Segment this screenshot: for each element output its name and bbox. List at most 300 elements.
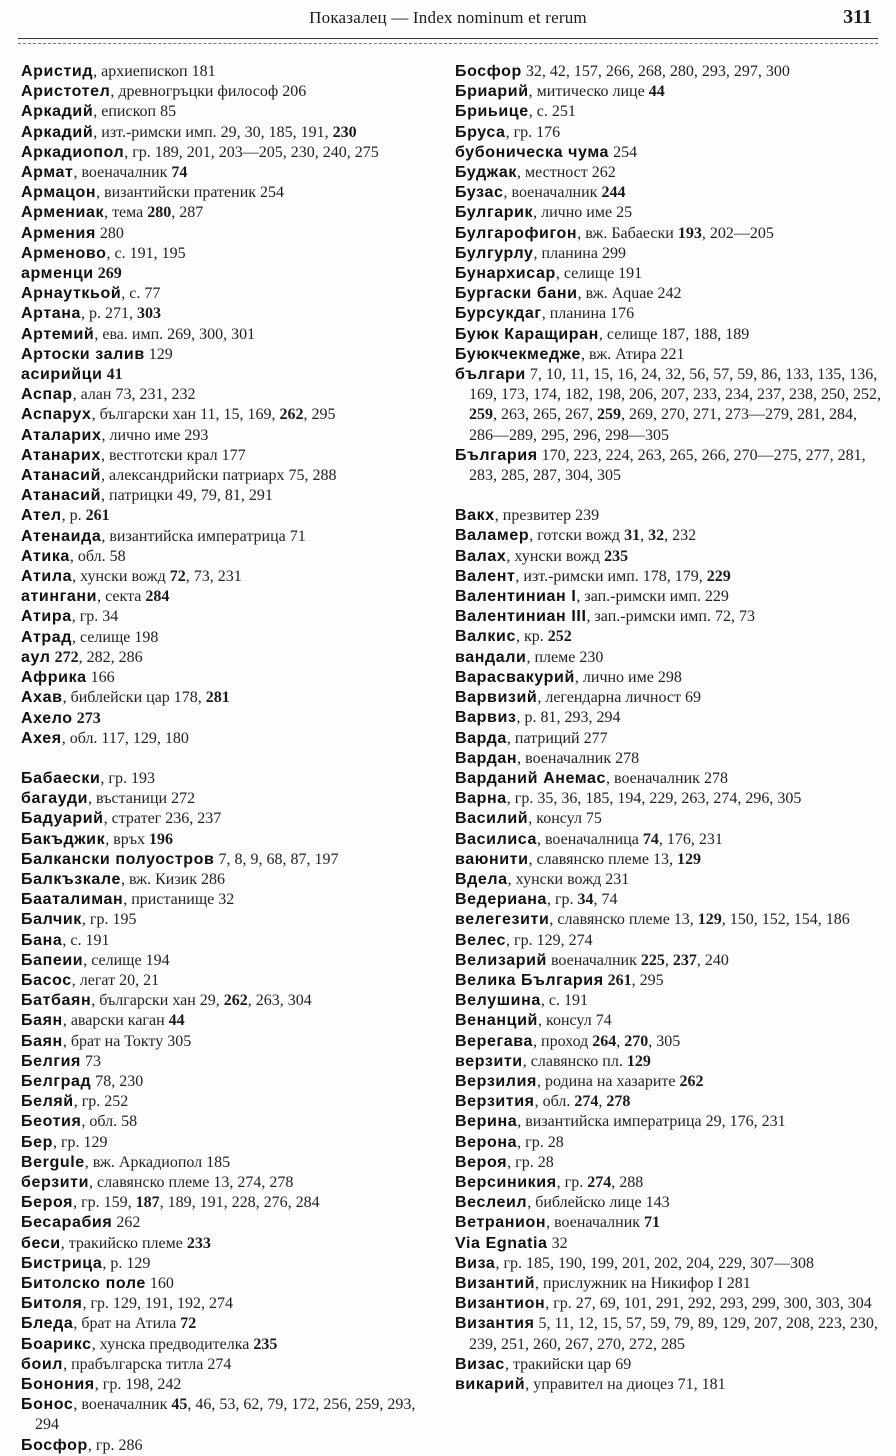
entry-headword: Бана <box>21 931 63 949</box>
index-entry <box>21 1193 441 1213</box>
entry-headword: Via Egnatia <box>455 1234 548 1252</box>
entry-headword: Верзития <box>455 1093 535 1111</box>
entry-details: , кр. <box>515 628 548 646</box>
entry-headword: арменци <box>21 265 94 283</box>
entry-details: , проход <box>533 1032 593 1050</box>
entry-main-page: 262 <box>679 1072 704 1090</box>
entry-details: , гр. 28 <box>517 1133 564 1151</box>
index-entry <box>21 1294 441 1314</box>
entry-headword: Битолско поле <box>21 1274 146 1292</box>
entry-main-page: 129 <box>676 850 701 868</box>
index-entry <box>21 628 441 648</box>
entry-details: , славянско племе 13, 274, 278 <box>89 1173 294 1191</box>
entry-main-page: 278 <box>606 1093 631 1111</box>
entry-details: , славянско племе 13, <box>528 850 677 868</box>
entry-details: , изт.-римски имп. 178, 179, <box>515 567 707 585</box>
entry-main-page: 74 <box>171 164 188 182</box>
entry-headword: Атила <box>21 568 73 586</box>
entry-details: 7, 8, 9, 68, 87, 197 <box>214 850 339 868</box>
index-entry <box>455 567 881 587</box>
entry-details: , гр. 176 <box>505 123 561 141</box>
index-entry <box>455 365 881 446</box>
index-entry <box>21 244 441 264</box>
index-entry <box>455 1294 881 1314</box>
entry-headword: Балчик <box>21 911 82 929</box>
entry-details: , гр. 159, <box>73 1194 136 1212</box>
entry-details: , селище 198 <box>72 628 159 646</box>
index-entry <box>455 1193 881 1213</box>
entry-details: , планина 176 <box>541 305 635 323</box>
entry-details: , вж. Бабаески <box>577 224 678 242</box>
entry-details: , 287 <box>171 204 204 222</box>
index-entry <box>455 648 881 668</box>
entry-details: , р. 129 <box>102 1254 151 1272</box>
index-entry <box>455 1375 881 1395</box>
entry-headword: Византион <box>455 1295 546 1313</box>
entry-main-page: 261 <box>85 507 110 525</box>
entry-details: , военачалница <box>536 830 643 848</box>
entry-headword: Бледа <box>21 1315 74 1333</box>
index-entry <box>455 244 881 264</box>
entry-details: , зап.-римски имп. 229 <box>576 588 729 606</box>
index-entry <box>455 82 881 102</box>
index-entry <box>455 203 881 223</box>
entry-details: , р. <box>61 507 86 525</box>
entry-headword: Атира <box>21 608 72 626</box>
entry-headword: Белгия <box>21 1052 81 1070</box>
entry-headword: Артемий <box>21 325 95 343</box>
entry-headword: беси <box>21 1234 61 1252</box>
entry-details: , военачалник 278 <box>606 769 728 787</box>
entry-headword: Буюк Каращиран <box>455 325 599 343</box>
entry-details: , легендарна личност 69 <box>537 689 701 707</box>
index-entry <box>455 809 881 829</box>
index-entry <box>455 708 881 728</box>
entry-details: , гр. 286 <box>87 1436 143 1454</box>
entry-details: , гр. 193 <box>100 769 155 787</box>
index-entry <box>455 971 881 991</box>
index-entry <box>21 203 441 223</box>
index-entry <box>455 890 881 910</box>
entry-main-page: 280 <box>147 204 172 222</box>
entry-main-page: 72 <box>180 1315 197 1333</box>
entry-details: , гр. 28 <box>507 1153 554 1171</box>
entry-details: , 295 <box>303 406 336 424</box>
index-entry <box>21 264 441 284</box>
entry-details: 78, 230 <box>91 1072 144 1090</box>
index-entry <box>455 1112 881 1132</box>
entry-headword: Варна <box>455 790 507 808</box>
entry-headword: Булгарофигон <box>455 224 578 242</box>
entry-details: , вж. Аркадиопол 185 <box>84 1153 231 1171</box>
entry-headword: Бааталиман <box>21 891 124 909</box>
entry-headword: Бурсукдаг <box>455 305 542 323</box>
entry-details: , тема <box>104 204 148 222</box>
index-entry <box>21 547 441 567</box>
index-entry <box>21 143 441 163</box>
entry-details: , 189, 191, 228, 276, 284 <box>159 1194 320 1212</box>
entry-main-page: 187 <box>135 1194 160 1212</box>
index-entry <box>21 1213 441 1233</box>
index-entry <box>455 102 881 122</box>
entry-headword: Бонония <box>21 1376 95 1393</box>
entry-details: , 263, 265, 267, <box>493 406 597 424</box>
entry-details: , презвитер 239 <box>494 507 600 525</box>
index-entry <box>21 830 441 850</box>
entry-headword: Вардан <box>455 749 518 767</box>
entry-details: , митическо лице <box>528 83 649 101</box>
index-entry <box>21 1436 441 1456</box>
entry-details: , хунска предводителка <box>91 1335 254 1353</box>
entry-details: 32, 42, 157, 266, 268, 280, 293, 297, 300 <box>521 63 790 80</box>
entry-main-page: 193 <box>677 224 702 242</box>
entry-details: , лично име 25 <box>533 204 633 222</box>
entry-details: , 263, 304 <box>247 992 312 1010</box>
index-entry <box>455 62 881 82</box>
index-entry <box>455 1254 881 1274</box>
entry-headword: Василий <box>455 810 529 828</box>
entry-headword: Вероя <box>455 1153 508 1171</box>
index-entry <box>21 991 441 1011</box>
index-entry <box>455 345 881 365</box>
index-entry <box>455 1274 881 1294</box>
index-entry <box>455 850 881 870</box>
index-entry <box>21 688 441 708</box>
entry-details: 254 <box>609 143 638 161</box>
entry-details: , гр. 189, 201, 203—205, 230, 240, 275 <box>124 143 379 161</box>
entry-headword: Бадуарий <box>21 810 104 828</box>
entry-headword: Валамер <box>455 527 530 545</box>
entry-headword: Варданий Анемас <box>455 769 606 787</box>
index-entry <box>455 1011 881 1031</box>
entry-main-page: 196 <box>149 830 174 848</box>
entry-headword: Армениак <box>21 204 105 222</box>
entry-main-page: 261 <box>607 971 632 989</box>
index-entry <box>455 1092 881 1112</box>
index-entry <box>455 526 881 546</box>
entry-main-page: 34 <box>577 891 594 909</box>
entry-details: , хунски вожд <box>72 568 170 586</box>
entry-details: , военачалник <box>73 1396 172 1414</box>
entry-details: , с. 77 <box>121 285 161 303</box>
entry-main-page: 235 <box>604 547 629 565</box>
index-entry <box>455 870 881 890</box>
entry-details: , хунски вожд <box>506 547 605 565</box>
entry-headword: Атанасий <box>21 467 102 485</box>
entry-main-page: 264 <box>592 1032 617 1050</box>
entry-details: , вестготски крал 177 <box>100 446 246 464</box>
entry-details: , гр. 129, 191, 192, 274 <box>82 1295 233 1313</box>
entry-headword: Аспарух <box>21 406 92 424</box>
entry-headword: Аристотел <box>21 83 111 101</box>
entry-headword: Аркадиопол <box>21 143 125 161</box>
entry-details: 7, 10, 11, 15, 16, 24, 32, 56, 57, 59, 86, 133, 135, 136, 169, 173, 174, 182, 198, 206, 207, 233, 234, 237, 238, 250, 252, <box>469 366 881 404</box>
entry-details: , с. 191 <box>62 931 110 949</box>
index-entry <box>21 62 441 82</box>
entry-main-page: 235 <box>253 1335 278 1353</box>
index-entry <box>455 931 881 951</box>
entry-headword: Ахея <box>21 729 62 747</box>
index-entry <box>21 163 441 183</box>
entry-headword: Бер <box>21 1133 53 1151</box>
entry-details: , славянско пл. <box>522 1052 627 1070</box>
entry-details: , 295 <box>631 971 664 989</box>
entry-headword: Византия <box>455 1315 535 1333</box>
entry-main-page: 44 <box>648 83 665 101</box>
entry-main-page: 71 <box>644 1214 661 1232</box>
entry-headword: Африка <box>21 669 87 687</box>
index-entry <box>21 709 441 729</box>
entry-main-page: 237 <box>672 951 697 969</box>
entry-headword: Атенаида <box>21 527 102 545</box>
entry-headword: Беотия <box>21 1113 82 1131</box>
index-entry <box>21 769 441 789</box>
index-entry <box>455 1314 881 1354</box>
entry-headword: Бесарабия <box>21 1214 113 1232</box>
entry-headword: Ател <box>21 507 62 525</box>
entry-details: 32 <box>547 1234 568 1252</box>
index-entry <box>21 466 441 486</box>
entry-headword: Ветранион <box>455 1214 547 1232</box>
entry-headword: Армацон <box>21 184 97 202</box>
entry-headword: атингани <box>21 588 98 606</box>
entry-headword: Велес <box>455 931 506 949</box>
entry-headword: Арнауткьой <box>21 285 122 303</box>
index-entry <box>21 304 441 324</box>
entry-details: , 288 <box>611 1173 644 1191</box>
entry-main-page: 273 <box>76 709 101 727</box>
header-rule <box>18 38 878 39</box>
index-entry <box>21 648 441 668</box>
entry-main-page: 225 <box>640 951 665 969</box>
entry-details: , александрийски патриарх 75, 288 <box>101 467 337 485</box>
entry-headword: българи <box>455 366 526 384</box>
entry-details: 160 <box>145 1274 174 1292</box>
entry-headword: Валентиниан I <box>455 588 577 606</box>
entry-details: , родина на хазарите <box>536 1072 680 1090</box>
entry-headword: Атрад <box>21 628 73 646</box>
entry-details: 73 <box>81 1052 101 1070</box>
entry-headword: Bergule <box>21 1153 85 1171</box>
entry-details: , български хан 29, <box>91 992 224 1010</box>
entry-main-page: 272 <box>54 648 79 666</box>
index-entry <box>455 264 881 284</box>
entry-details: , 73, 231 <box>185 568 242 586</box>
entry-main-page: 270 <box>624 1032 649 1050</box>
index-entry <box>21 1112 441 1132</box>
entry-details: , р. 271, <box>81 305 138 323</box>
index-entry <box>455 163 881 183</box>
index-entry <box>455 910 881 930</box>
entry-headword: Визас <box>455 1355 505 1373</box>
entry-headword: вандали <box>455 648 527 666</box>
entry-headword: Велушина <box>455 992 541 1010</box>
entry-main-page: 44 <box>168 1012 185 1030</box>
index-entry <box>21 1032 441 1052</box>
index-entry <box>21 486 441 506</box>
entry-details: , стратег 236, 237 <box>103 810 222 828</box>
entry-headword: Арменово <box>21 244 107 262</box>
entry-headword: Бонос <box>21 1396 74 1414</box>
index-entry <box>21 1274 441 1294</box>
index-entry <box>21 426 441 446</box>
index-entry <box>455 304 881 324</box>
entry-headword: Булгурлу <box>455 244 534 262</box>
entry-headword: Битоля <box>21 1295 83 1313</box>
entry-details: , връх <box>105 830 150 848</box>
index-entry <box>21 951 441 971</box>
entry-details: , 176, 231 <box>658 830 723 848</box>
entry-headword: Варасвакурий <box>455 668 575 686</box>
entry-headword: Балкански полуостров <box>21 850 215 868</box>
entry-details: , военачалник <box>546 1214 645 1232</box>
entry-details: , брат на Атила <box>73 1315 181 1333</box>
header-rule-dashed <box>18 43 878 44</box>
index-entry <box>21 890 441 910</box>
entry-headword: Версиникия <box>455 1173 557 1191</box>
entry-details: , пристанище 32 <box>123 891 235 909</box>
index-entry <box>21 1355 441 1375</box>
entry-details: , легат 20, 21 <box>71 971 160 989</box>
entry-headword: Бистрица <box>21 1254 103 1272</box>
index-entry <box>21 385 441 405</box>
entry-main-page: 259 <box>469 406 493 424</box>
entry-details: , византийски пратеник 254 <box>96 184 285 202</box>
entry-headword: Ведериана <box>455 891 547 909</box>
entry-headword: Верегава <box>455 1032 534 1050</box>
entry-main-page: 233 <box>186 1234 211 1252</box>
entry-details: , готски вожд <box>529 527 625 545</box>
index-entry <box>21 123 441 143</box>
entry-details: , р. 81, 293, 294 <box>516 709 621 727</box>
entry-details: , гр. 198, 242 <box>94 1376 182 1393</box>
entry-headword: Вдела <box>455 870 508 888</box>
index-entry <box>21 82 441 102</box>
index-entry <box>455 446 881 486</box>
entry-details: , консул 75 <box>528 810 602 828</box>
index-entry <box>455 284 881 304</box>
entry-headword: Варвиз <box>455 709 517 727</box>
index-entry <box>21 931 441 951</box>
index-entry <box>21 1375 441 1395</box>
index-entry <box>21 446 441 466</box>
entry-details: , гр. 129, 274 <box>506 931 593 949</box>
entry-main-page: 252 <box>547 628 572 646</box>
entry-headword: Бриьице <box>455 103 529 121</box>
entry-headword: Вакх <box>455 507 495 525</box>
entry-details: , с. 251 <box>528 103 576 121</box>
entry-headword: багауди <box>21 790 89 808</box>
index-entry <box>21 1234 441 1254</box>
index-entry <box>455 1072 881 1092</box>
index-entry <box>455 607 881 627</box>
entry-headword: Баян <box>21 1012 63 1030</box>
entry-details: , вж. Кизик 286 <box>120 870 225 888</box>
entry-details: , <box>616 1032 625 1050</box>
index-entry <box>455 224 881 244</box>
entry-main-page: 230 <box>332 123 357 141</box>
entry-details: , брат на Токту 305 <box>62 1032 192 1050</box>
index-entry <box>455 547 881 567</box>
entry-details: , гр. 195 <box>81 911 137 929</box>
entry-headword: ваюнити <box>455 850 529 868</box>
entry-details: , местност 262 <box>517 164 616 182</box>
entry-main-page: 129 <box>626 1052 651 1070</box>
entry-headword: Бунархисар <box>455 265 556 283</box>
index-entry <box>21 1072 441 1092</box>
index-entry <box>21 870 441 890</box>
entry-details: 5, 11, 12, 15, 57, 59, 79, 89, 129, 207, 208, 223, 230, 239, 251, 260, 267, 270, 272, 285 <box>469 1315 878 1353</box>
entry-details: , 269, 270, 271, 273—279, 281, 284, 286—289, 295, 296, 298—305 <box>469 406 857 444</box>
entry-main-page: 229 <box>706 567 731 585</box>
entry-headword: Белград <box>21 1072 92 1090</box>
entry-main-page: 269 <box>97 265 122 283</box>
index-entry <box>455 1133 881 1153</box>
entry-details: , 282, 286 <box>78 648 143 666</box>
entry-headword: Бабаески <box>21 769 101 787</box>
entry-headword: Аркадий <box>21 103 94 121</box>
entry-headword: Армат <box>21 164 74 182</box>
entry-headword: Атанарих <box>21 446 101 464</box>
entry-details: , изт.-римски имп. 29, 30, 185, 191, <box>93 123 333 141</box>
entry-details: , хунски вожд 231 <box>507 870 630 888</box>
index-entry <box>21 587 441 607</box>
index-entry <box>455 1234 881 1254</box>
index-entry <box>21 183 441 203</box>
entry-details: , алан 73, 231, 232 <box>72 386 196 404</box>
index-entry <box>21 527 441 547</box>
entry-details: , епископ 85 <box>93 103 177 121</box>
index-entry <box>21 971 441 991</box>
entry-details: , патрицки 49, 79, 81, 291 <box>101 487 273 505</box>
index-entry <box>21 284 441 304</box>
entry-main-page: 274 <box>587 1173 612 1191</box>
entry-main-page: 45 <box>171 1396 188 1414</box>
entry-headword: Бероя <box>21 1194 74 1212</box>
entry-main-page: 259 <box>597 406 621 424</box>
entry-headword: Венанций <box>455 1012 538 1030</box>
index-entry <box>455 688 881 708</box>
entry-details: , гр. 185, 190, 199, 201, 202, 204, 229, 307—308 <box>495 1254 814 1272</box>
index-entry <box>455 991 881 1011</box>
entry-main-page: 31 <box>624 527 641 545</box>
index-column-right <box>455 62 881 1395</box>
entry-details: , <box>640 527 649 545</box>
entry-details: , византийска императрица 71 <box>101 527 306 545</box>
entry-details: , древногръцки философ 206 <box>110 83 307 101</box>
entry-main-page: 244 <box>601 184 626 202</box>
entry-main-page: 262 <box>223 992 248 1010</box>
entry-main-page: 262 <box>279 406 304 424</box>
entry-headword: Бакъджик <box>21 830 106 848</box>
entry-main-page: 284 <box>145 588 170 606</box>
entry-headword: Бапеии <box>21 951 84 969</box>
index-entry <box>21 1173 441 1193</box>
entry-details: , консул 74 <box>538 1012 612 1030</box>
entry-headword: велегезити <box>455 911 550 929</box>
entry-headword: Велика България <box>455 971 604 989</box>
index-entry <box>21 567 441 587</box>
index-entry <box>21 506 441 526</box>
entry-main-page: 274 <box>574 1093 599 1111</box>
index-entry <box>21 102 441 122</box>
entry-details: , прислужник на Никифор I 281 <box>535 1274 751 1292</box>
entry-details: , вж. Атира 221 <box>580 345 685 363</box>
index-entry <box>21 1011 441 1031</box>
entry-details: , тракийски цар 69 <box>504 1355 632 1373</box>
entry-headword: Басос <box>21 971 72 989</box>
entry-details: , военачалник 278 <box>517 749 640 767</box>
